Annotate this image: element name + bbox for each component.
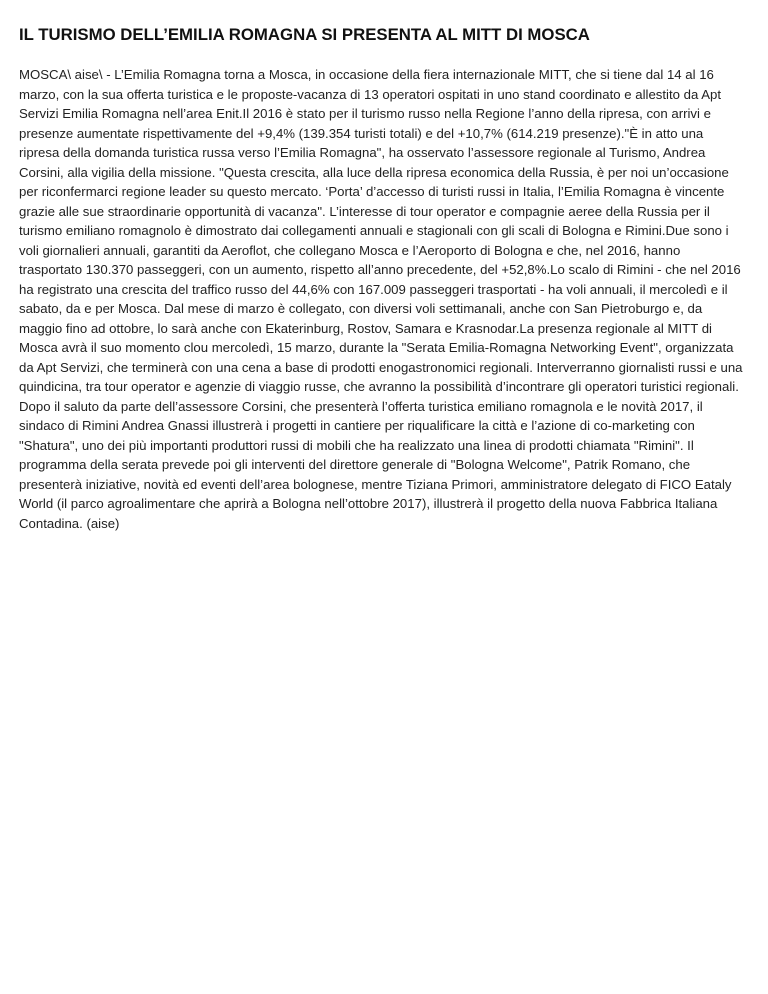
article-body: MOSCA\ aise\ - L’Emilia Romagna torna a Mosca, in occasione della fiera internazionale MITT, che si tiene dal 14 al 16 marzo, con la sua offerta turistica e le proposte-vacanza di 13 operatori ospitati in uno stand coordinato e allestito da Apt Servizi Emilia Romagna nell’area Enit.Il 2016 è stato per il turismo russo nella Regione l’anno della ripresa, con arrivi e presenze aumentate rispettivamente del +9,4% (139.354 turisti totali) e del +10,7% (614.219 presenze)."È in atto una ripresa della domanda turistica russa verso l’Emilia Romagna", ha osservato l’assessore regionale al Turismo, Andrea Corsini, alla vigilia della missione. "Questa crescita, alla luce della ripresa economica della Russia, è per noi un’occasione per riconfermarci regione leader su questo mercato. ‘Porta’ d’accesso di turisti russi in Italia, l’Emilia Romagna è vincente grazie alle sue straordinarie opportunità di vacanza". L’interesse di tour operator e compagnie aeree della Russia per il turismo emiliano romagnolo è dimostrato dai collegamenti annuali e stagionali con gli scali di Bologna e Rimini.Due sono i voli giornalieri annuali, garantiti da Aeroflot, che collegano Mosca e l’Aeroporto di Bologna e che, nel 2016, hanno trasportato 130.370 passeggeri, con un aumento, rispetto all’anno precedente, del +52,8%.Lo scalo di Rimini - che nel 2016 ha registrato una crescita del traffico russo del 44,6% con 167.009 passeggeri trasportati - ha voli annuali, il mercoledì e il sabato, da e per Mosca. Dal mese di marzo è collegato, con diversi voli settimanali, anche con San Pietroburgo e, da maggio fino ad ottobre, lo sarà anche con Ekaterinburg, Rostov, Samara e Krasnodar.La presenza regionale al MITT di Mosca avrà il suo momento clou mercoledì, 15 marzo, durante la "Serata Emilia-Romagna Networking Event", organizzata da Apt Servizi, che terminerà con una cena a base di prodotti enogastronomici regionali. Interverranno giornalisti russi e una quindicina, tra tour operator e agenzie di viaggio russe, che avranno la possibilità d’incontrare gli operatori turistici regionali. Dopo il saluto da parte dell’assessore Corsini, che presenterà l’offerta turistica emiliano romagnola e le novità 2017, il sindaco di Rimini Andrea Gnassi illustrerà i progetti in cantiere per riqualificare la città e l’azione di co-marketing con "Shatura", uno dei più importanti produttori russi di mobili che ha realizzato una linea di prodotti chiamata "Rimini". Il programma della serata prevede poi gli interventi del direttore generale di "Bologna Welcome", Patrik Romano, che presenterà iniziative, novità ed eventi dell’area bolognese, mentre Tiziana Primori, amministratore delegato di FICO Eataly World (il parco agroalimentare che aprirà a Bologna nell’ottobre 2017), illustrerà il progetto della nuova Fabbrica Italiana Contadina. (aise)	[19, 67, 743, 531]
article-title: IL TURISMO DELL’EMILIA ROMAGNA SI PRESENTA AL MITT DI MOSCA	[19, 25, 590, 44]
article	[19, 24, 744, 533]
